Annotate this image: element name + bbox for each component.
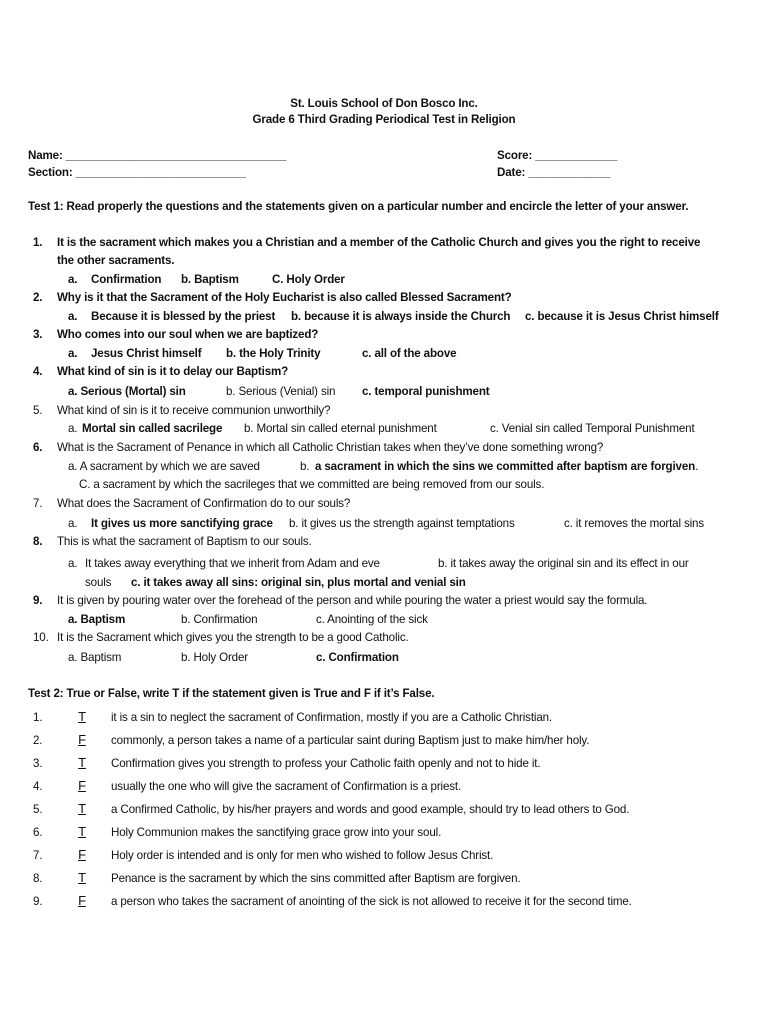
question-text: What is the Sacrament of Penance in which all Catholic Christian takes when they’ve done something wrong? (57, 441, 604, 454)
tf-number: 3. (33, 757, 43, 770)
option[interactable] (315, 459, 698, 474)
option-label[interactable]: a. (68, 517, 78, 530)
question-number: 10. (33, 631, 49, 644)
tf-answer-blank[interactable]: T (78, 755, 86, 770)
option-label[interactable]: a. (68, 273, 78, 286)
tf-number: 9. (33, 895, 43, 908)
option[interactable]: a. Serious (Mortal) sin (68, 385, 186, 398)
option[interactable]: It gives us more sanctifying grace (91, 517, 273, 530)
tf-statement: usually the one who will give the sacrament of Confirmation is a priest. (111, 780, 462, 793)
tf-statement: commonly, a person takes a name of a particular saint during Baptism just to make him/her holy. (111, 734, 590, 747)
option[interactable]: a. Baptism (68, 651, 122, 664)
option[interactable]: c. it takes away all sins: original sin, plus mortal and venial sin (131, 576, 466, 589)
tf-statement: Holy order is intended and is only for men who wished to follow Jesus Christ. (111, 849, 494, 862)
tf-item (33, 709, 552, 725)
tf-item (33, 801, 629, 817)
tf-number: 8. (33, 872, 43, 885)
tf-statement: it is a sin to neglect the sacrament of Confirmation, mostly if you are a Catholic Christian. (111, 711, 552, 724)
option[interactable]: b. Holy Order (181, 651, 248, 664)
section-field[interactable] (28, 165, 246, 180)
option[interactable]: c. because it is Jesus Christ himself (525, 310, 719, 323)
question-number: 8. (33, 535, 43, 548)
option[interactable]: c. Confirmation (316, 651, 399, 664)
question-text: What kind of sin is it to delay our Baptism? (57, 365, 289, 378)
option[interactable]: b. the Holy Trinity (226, 347, 321, 360)
tf-answer-blank[interactable]: T (78, 824, 86, 839)
option[interactable]: a. Baptism (68, 613, 126, 626)
option-label[interactable]: b. (300, 460, 310, 473)
test2-instructions: Test 2: True or False, write T if the statement given is True and F if it’s False. (28, 687, 435, 700)
option[interactable]: c. it removes the mortal sins (564, 517, 704, 530)
option[interactable]: b. Confirmation (181, 613, 258, 626)
name-label: Name: (28, 149, 63, 162)
tf-item (33, 755, 540, 771)
question-number: 1. (33, 236, 43, 249)
test1-instructions: Test 1: Read properly the questions and the statements given on a particular number and encircle the letter of your answer. (28, 200, 689, 213)
option-text: a sacrament in which the sins we committed after baptism are forgiven (315, 460, 696, 473)
option[interactable]: Jesus Christ himself (91, 347, 202, 360)
option-label[interactable]: a. (68, 422, 78, 435)
option[interactable]: c. all of the above (362, 347, 457, 360)
question-number: 9. (33, 594, 43, 607)
tf-number: 5. (33, 803, 43, 816)
school-name: St. Louis School of Don Bosco Inc. (290, 97, 478, 110)
option-label[interactable]: a. (68, 310, 78, 323)
option[interactable]: c. Anointing of the sick (316, 613, 428, 626)
option-label[interactable]: a. (68, 557, 78, 570)
tf-statement: Holy Communion makes the sanctifying grace grow into your soul. (111, 826, 442, 839)
option[interactable]: b. Mortal sin called eternal punishment (244, 422, 437, 435)
option[interactable]: b. because it is always inside the Church (291, 310, 511, 323)
tf-statement: a person who takes the sacrament of anointing of the sick is not allowed to receive it for the second time. (111, 895, 632, 908)
score-field[interactable] (497, 148, 617, 163)
tf-item (33, 824, 441, 840)
question-text: It is given by pouring water over the forehead of the person and while pouring the water a priest would say the formula. (57, 594, 648, 607)
option-label[interactable]: a. (68, 347, 78, 360)
tf-item (33, 847, 493, 863)
question-number: 6. (33, 441, 43, 454)
tf-number: 2. (33, 734, 43, 747)
option[interactable]: C. Holy Order (272, 273, 345, 286)
date-field[interactable] (497, 165, 610, 180)
tf-answer-blank[interactable]: F (78, 893, 86, 908)
question-number: 4. (33, 365, 43, 378)
tf-statement: a Confirmed Catholic, by his/her prayers and words and good example, should try to lead others to God. (111, 803, 630, 816)
tf-number: 4. (33, 780, 43, 793)
tf-statement: Penance is the sacrament by which the sins committed after Baptism are forgiven. (111, 872, 521, 885)
date-blank[interactable]: _____________ (528, 166, 611, 179)
option[interactable]: b. Baptism (181, 273, 239, 286)
option[interactable]: Mortal sin called sacrilege (82, 422, 223, 435)
question-number: 2. (33, 291, 43, 304)
section-blank[interactable]: ___________________________ (75, 166, 246, 179)
option[interactable]: b. it gives us the strength against temptations (289, 517, 515, 530)
tf-item (33, 893, 632, 909)
tf-number: 7. (33, 849, 43, 862)
tf-item (33, 870, 520, 886)
tf-answer-blank[interactable]: F (78, 847, 86, 862)
option[interactable]: c. Venial sin called Temporal Punishment (490, 422, 695, 435)
option-continuation: souls (85, 576, 112, 589)
score-label: Score: (497, 149, 533, 162)
option[interactable]: C. a sacrament by which the sacrileges that we committed are being removed from our souls. (79, 478, 545, 491)
question-text: This is what the sacrament of Baptism to our souls. (57, 535, 312, 548)
option[interactable]: It takes away everything that we inherit from Adam and eve (85, 557, 380, 570)
tf-answer-blank[interactable]: F (78, 732, 86, 747)
question-text: What does the Sacrament of Confirmation do to our souls? (57, 497, 351, 510)
option-period: . (695, 460, 699, 473)
tf-answer-blank[interactable]: T (78, 801, 86, 816)
date-label: Date: (497, 166, 526, 179)
tf-number: 6. (33, 826, 43, 839)
test-title: Grade 6 Third Grading Periodical Test in Religion (252, 113, 516, 126)
question-text: What kind of sin is it to receive communion unworthily? (57, 404, 331, 417)
tf-answer-blank[interactable]: T (78, 870, 86, 885)
section-label: Section: (28, 166, 73, 179)
score-blank[interactable]: _____________ (535, 149, 618, 162)
option[interactable]: b. it takes away the original sin and its effect in our (438, 557, 689, 570)
option[interactable]: a. A sacrament by which we are saved (68, 460, 260, 473)
question-number: 3. (33, 328, 43, 341)
option[interactable]: Because it is blessed by the priest (91, 310, 276, 323)
question-text: the other sacraments. (57, 254, 175, 267)
tf-number: 1. (33, 711, 43, 724)
option[interactable]: Confirmation (91, 273, 162, 286)
option[interactable]: b. Serious (Venial) sin (226, 385, 336, 398)
option[interactable]: c. temporal punishment (362, 385, 490, 398)
question-text: It is the sacrament which makes you a Christian and a member of the Catholic Church and gives you the right to receive (57, 236, 701, 249)
tf-answer-blank[interactable]: F (78, 778, 86, 793)
tf-statement: Confirmation gives you strength to profess your Catholic faith openly and not to hide it. (111, 757, 541, 770)
tf-answer-blank[interactable]: T (78, 709, 86, 724)
question-text: It is the Sacrament which gives you the strength to be a good Catholic. (57, 631, 409, 644)
tf-item (33, 732, 589, 748)
question-number: 5. (33, 404, 43, 417)
name-blank[interactable]: ___________________________________ (65, 149, 287, 162)
question-text: Who comes into our soul when we are baptized? (57, 328, 319, 341)
question-number: 7. (33, 497, 43, 510)
tf-item (33, 778, 461, 794)
name-field[interactable] (28, 148, 286, 163)
question-text: Why is it that the Sacrament of the Holy Eucharist is also called Blessed Sacrament? (57, 291, 512, 304)
